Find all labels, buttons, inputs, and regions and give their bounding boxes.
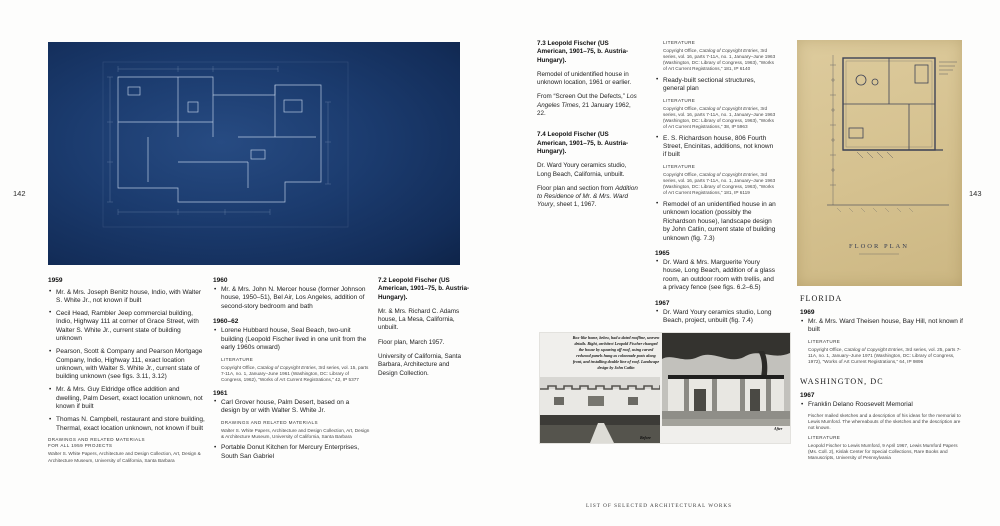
literature-label: LITERATURE	[808, 338, 841, 344]
work-item: • Dr. Ward Youry ceramics studio, Long Beach, project, unbuilt (fig. 7.4)	[655, 309, 776, 326]
year-heading: 1965	[655, 249, 670, 257]
blueprint-figure	[48, 42, 460, 265]
year-heading: 1967	[655, 299, 670, 307]
archive-source: Walter S. White Papers, Architecture and Design Collection, Art, Design & Architecture Museum, University of California, Santa Barbara	[221, 427, 370, 439]
literature-citation: Copyright Office, Catalog of Copyright Entries, 3rd series, vol. 16, parts 7-11A, no. 1, January–June 1963 (Washington, DC: Library of Congress, 1963), “Works of Art Current Registrations,” 38, IP 5963	[663, 105, 776, 129]
caption-heading: 7.4 Leopold Fischer (US American, 1901–75, b. Austria-Hungary).	[537, 131, 629, 155]
work-item: • Mr. & Mrs. John N. Mercer house (former Johnson house, 1950–51), Bel Air, Los Angeles, addition of second-story bedroom and bath	[213, 286, 370, 311]
state-heading-florida: FLORIDA	[800, 294, 843, 303]
newspaper-clipping-photo	[540, 333, 790, 443]
clipping-caption: Box-like home, below, had a dated roofline, uneven details. Right, architect Leopold Fischer changed the house by squaring off roof, using carved redwood panels hung as colonnade posts along front, and installing double line of roof. Landscape design by John Catlin	[572, 335, 660, 370]
work-item: • Portable Donut Kitchen for Mercury Enterprises, South San Gabriel	[213, 444, 370, 461]
literature-citation: Copyright Office, Catalog of Copyright Entries, 3rd series, vol. 16, parts 7-11A, no. 1, January–June 1963 (Washington, DC: Library of Congress, 1963), “Works of Art Current Registrations,” 181, IP 6140	[663, 47, 776, 72]
after-house-photo	[662, 333, 790, 426]
after-label: After	[774, 427, 783, 431]
work-item: • Mr. & Mrs. Guy Eldridge office addition and dwelling, Palm Desert, exact location unknown, not known if built	[48, 386, 206, 411]
work-item: • Cecil Head, Rambler Jeep commercial building, Indio, Highway 111 at corner of Grace Street, with Walter S. White Jr., current state of building unknown	[48, 310, 206, 344]
before-house-photo	[540, 377, 660, 443]
work-item: • Carl Grover house, Palm Desert, based on a design by or with Walter S. White Jr.	[213, 399, 370, 416]
works-list-1962-68	[655, 40, 776, 367]
caption-text: Mr. & Mrs. Richard C. Adams house, La Mesa, California, unbuilt.	[378, 307, 460, 332]
cited-work-title: Catalog of Copyright Entries	[844, 346, 903, 352]
literature-label: LITERATURE	[663, 40, 696, 45]
work-item: • Mr. & Mrs. Ward Theisen house, Bay Hill, not known if built	[800, 318, 963, 335]
works-list-florida-dc	[800, 294, 963, 461]
drawing-title: Addition to Residence of Mr. & Mrs. Ward Youry	[537, 184, 638, 209]
drawings-materials-label: DRAWINGS AND RELATED MATERIALS FOR ALL 1959 PROJECTS	[48, 437, 145, 449]
caption-text: Dr. Ward Youry ceramics studio, Long Beach, California, unbuilt.	[537, 162, 627, 178]
literature-label: LITERATURE	[221, 356, 254, 362]
cited-work-title: Catalog of Copyright Entries	[699, 105, 758, 111]
year-heading: 1969	[800, 309, 815, 316]
figure-caption-7-2	[378, 277, 470, 378]
archive-source: Walter S. White Papers, Architecture and Design Collection, Art, Design & Architecture Museum, University of California, Santa Barbara	[48, 451, 201, 463]
work-item: • Mr. & Mrs. Joseph Benitz house, Indio, with Walter S. White Jr., not known if built	[48, 289, 206, 306]
caption-text: Remodel of unidentified house in unknown location, 1961 or earlier.	[537, 70, 632, 87]
state-heading-washington-dc: WASHINGTON, DC	[800, 377, 884, 387]
page-number-right: 143	[969, 189, 982, 198]
drawings-materials-label: DRAWINGS AND RELATED MATERIALS	[221, 419, 318, 425]
work-item: • Lorene Hubbard house, Seal Beach, two-unit building (Leopold Fischer lived in one unit from the early 1960s onward)	[213, 327, 370, 352]
running-footer: LIST OF SELECTED ARCHITECTURAL WORKS	[586, 503, 732, 509]
year-heading: 1961	[213, 389, 228, 397]
cited-work-title: Catalog of Copyright Entries	[257, 364, 316, 370]
publication-title: Los Angeles Times	[537, 93, 637, 109]
figure-captions-7-3-7-4	[537, 40, 638, 210]
literature-label: LITERATURE	[808, 434, 841, 440]
works-list-1960-61	[213, 277, 370, 461]
literature-citation: Copyright Office, Catalog of Copyright Entries, 3rd series, vol. 25, parts 7-11A, no. 1, January–June 1971 (Washington, DC: Library of Congress, 1972), “Works of Art Current Registrations,” 64, IP 9896	[808, 346, 961, 365]
year-heading: 1959	[48, 277, 63, 284]
literature-label: LITERATURE	[663, 163, 696, 169]
floorplan-label: FLOOR PLAN	[849, 243, 909, 250]
cited-work-title: Catalog of Copyright Entries	[699, 47, 758, 53]
literature-citation: Leopold Fischer to Lewis Mumford, 9 April 1967, Lewis Mumford Papers (Ms. Coll. 2), Kislak Center for Special Collections, Rare Books and Manuscripts, University of Pennsylvania	[808, 442, 958, 461]
page-number-left: 142	[13, 189, 26, 198]
work-item: • E. S. Richardson house, 806 Fourth Street, Encinitas, additions, not known if built	[655, 135, 776, 160]
work-item: • Dr. Ward & Mrs. Marguerite Youry house, Long Beach, addition of a glass room, an outdoor room with trellis, and a privacy fence (see figs. 6.2–6.5)	[655, 259, 776, 293]
year-heading: 1960	[213, 277, 228, 284]
work-item: • Remodel of an unidentified house in an unknown location (possibly the Richardson house), landscape design by John Catlin, current state of building unknown (fig. 7.3)	[655, 201, 776, 243]
literature-citation: Copyright Office, Catalog of Copyright Entries, 3rd series, vol. 16, parts 7-11A, no. 1, January–June 1963 (Washington, DC: Library of Congress, 1963), “Works of Art Current Registrations,” 181, IP 6119	[663, 171, 776, 196]
cited-work-title: Catalog of Copyright Entries	[699, 171, 758, 177]
literature-label: LITERATURE	[663, 97, 696, 103]
literature-citation: Copyright Office, Catalog of Copyright Entries, 3rd series, vol. 15, parts 7-11A, no. 1, January–June 1961 (Washington, DC: Library of Congress, 1962), “Works of Art Current Registrations,” 42, IP 5377	[221, 364, 369, 382]
year-heading: 1960–62	[213, 318, 239, 326]
work-item: • Franklin Delano Roosevelt Memorial	[800, 401, 963, 409]
before-label: Before	[640, 436, 651, 440]
works-list-1959	[48, 277, 206, 464]
caption-source: From “Screen Out the Defects,” Los Angeles Times, 21 January 1962, 22.	[537, 93, 637, 118]
floorplan-drawing	[797, 40, 962, 286]
blueprint-drawing	[48, 42, 460, 265]
work-item: • Pearson, Scott & Company and Pearson Mortgage Company, Indio, Highway 111, exact location unknown, with Walter S. White Jr., current state of building unknown (see figs. 3.11, 3.12)	[48, 348, 206, 382]
caption-text: Floor plan, March 1957.	[378, 338, 445, 346]
year-heading: 1967	[800, 392, 815, 400]
caption-heading: 7.2 Leopold Fischer (US American, 1901–75, b. Austria-Hungary).	[378, 277, 470, 301]
caption-heading: 7.3 Leopold Fischer (US American, 1901–75, b. Austria-Hungary).	[537, 40, 629, 64]
floorplan-figure	[797, 40, 962, 286]
work-item: • Ready-built sectional structures, general plan	[655, 77, 776, 94]
caption-credit: University of California, Santa Barbara, Architecture and Design Collection.	[378, 353, 461, 377]
work-note: Fischer mailed sketches and a description of his ideas for the memorial to Lewis Mumford. The whereabouts of the sketches and the description are not known.	[808, 412, 961, 430]
work-item: • Thomas N. Campbell, restaurant and store building, Thermal, exact location unknown, not known if built	[48, 416, 206, 433]
caption-source: Floor plan and section from Addition to Residence of Mr. & Mrs. Ward Youry, sheet 1, 1967.	[537, 184, 638, 209]
